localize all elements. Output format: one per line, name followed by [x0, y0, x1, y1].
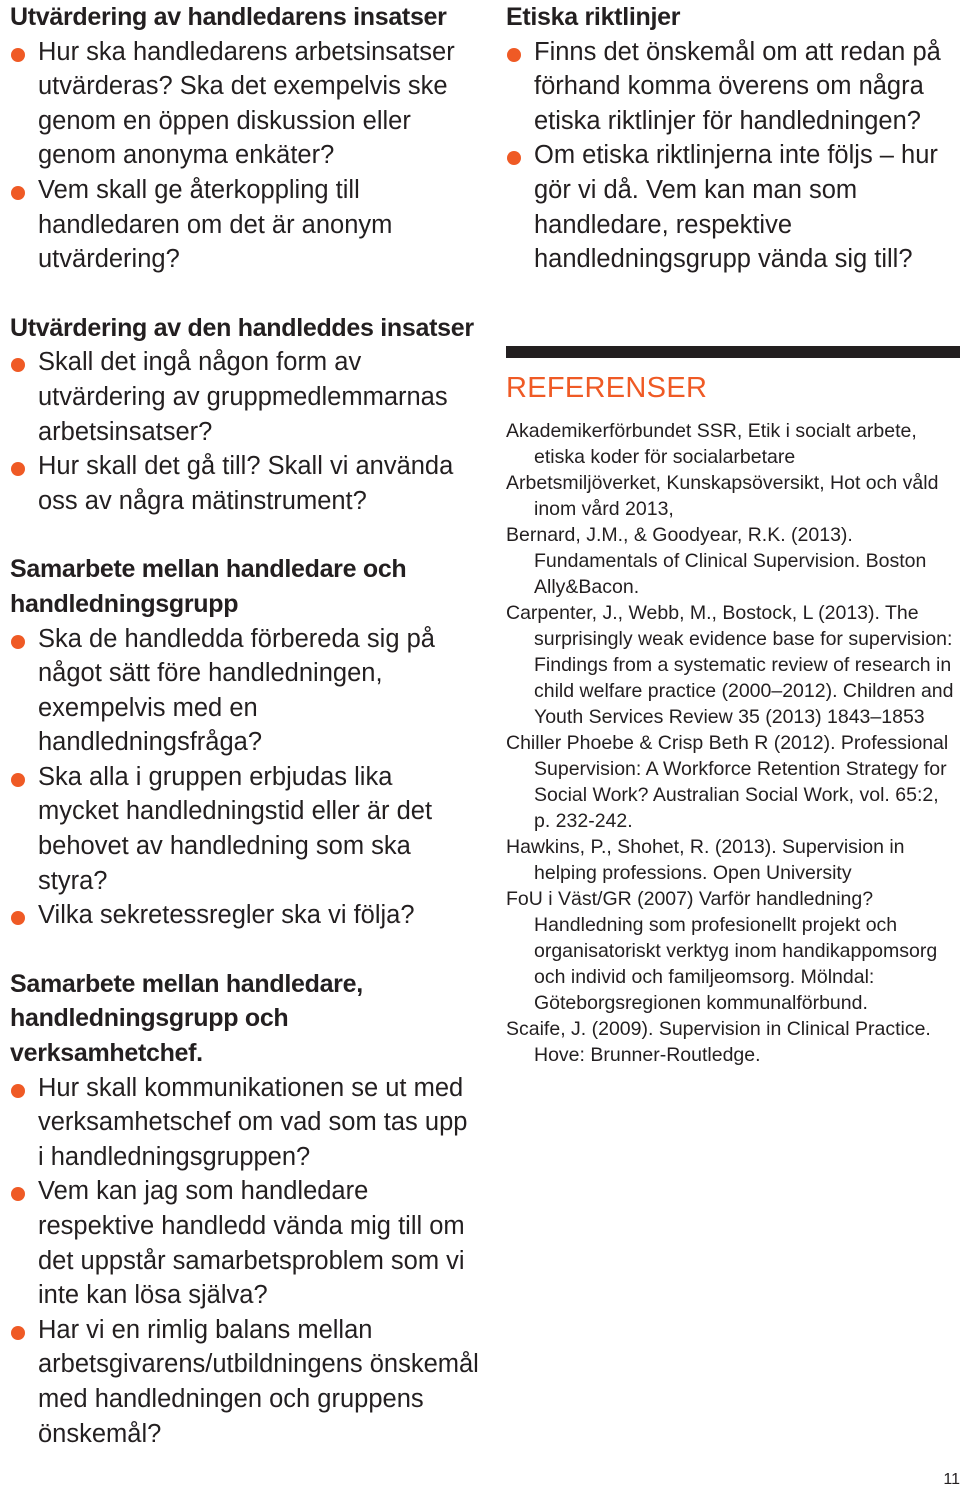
left-column	[10, 0, 480, 1451]
bullet-icon	[11, 358, 25, 372]
item-text: Vem kan jag som handledare respektive handledd vända mig till om det uppstår samarbetsproblem som vi inte kan lösa själva?	[38, 1177, 465, 1310]
section-heading-handledd-utvardering: Utvärdering av den handleddes insatser	[10, 313, 474, 342]
list-item	[10, 1071, 480, 1175]
item-text: Om etiska riktlinjerna inte följs – hur gör vi då. Vem kan man som handledare, respektive handledningsgrupp vända sig till?	[534, 141, 938, 274]
bullet-icon	[11, 186, 25, 200]
list-item	[10, 449, 480, 518]
bullet-icon	[11, 48, 25, 62]
list-item	[10, 1313, 480, 1451]
bullet-icon	[507, 48, 521, 62]
bullet-icon	[11, 635, 25, 649]
bullet-icon	[11, 462, 25, 476]
references-list	[506, 418, 960, 1068]
right-column	[506, 0, 960, 277]
references-title: REFERENSER	[506, 372, 708, 404]
reference-entry: Arbetsmiljöverket, Kunskapsöversikt, Hot och våld inom vård 2013,	[506, 472, 939, 520]
section-divider	[506, 346, 960, 358]
reference-entry: Akademikerförbundet SSR, Etik i socialt arbete, etiska koder för socialarbetare	[506, 420, 917, 468]
question-list	[10, 35, 480, 277]
question-list	[10, 1071, 480, 1452]
reference-entry: FoU i Väst/GR (2007) Varför handledning? Handledning som profesionellt projekt och organisatoriskt verktyg inom handikappomsorg och individ och familjeomsorg. Mölndal: Göteborgsregionen kommunalförbund.	[506, 888, 938, 1014]
section-heading-samarbete-grupp: Samarbete mellan handledare och handledningsgrupp	[10, 555, 407, 618]
item-text: Vilka sekretessregler ska vi följa?	[38, 901, 415, 930]
reference-entry: Carpenter, J., Webb, M., Bostock, L (2013). The surprisingly weak evidence base for supervision: Findings from a systematic review of research in child welfare practice (2000–2012). Children and Youth Services Review 35 (2013) 1843–1853	[506, 602, 954, 728]
list-item	[10, 622, 480, 760]
item-text: Har vi en rimlig balans mellan arbetsgivarens/utbildningens önskemål med handledningen och gruppens önskemål?	[38, 1315, 479, 1448]
section-heading-samarbete-verksamhetchef: Samarbete mellan handledare, handledningsgrupp och verksamhetchef.	[10, 969, 363, 1068]
question-list	[506, 35, 960, 277]
item-text: Skall det ingå någon form av utvärdering av gruppmedlemmarnas arbetsinsatser?	[38, 348, 448, 446]
list-item	[506, 35, 960, 139]
item-text: Ska alla i gruppen erbjudas lika mycket handledningstid eller är det behovet av handledning som ska styra?	[38, 762, 433, 895]
item-text: Hur ska handledarens arbetsinsatser utvärderas? Ska det exempelvis ske genom en öppen diskussion eller genom anonyma enkäter?	[38, 37, 455, 170]
reference-entry: Bernard, J.M., & Goodyear, R.K. (2013). Fundamentals of Clinical Supervision. Boston Ally&Bacon.	[506, 524, 927, 598]
reference-entry: Hawkins, P., Shohet, R. (2013). Supervision in helping professions. Open University	[506, 836, 905, 884]
bullet-icon	[11, 1084, 25, 1098]
reference-entry: Scaife, J. (2009). Supervision in Clinical Practice. Hove: Brunner-Routledge.	[506, 1018, 931, 1066]
item-text: Finns det önskemål om att redan på förhand komma överens om några etiska riktlinjer för handledningen?	[534, 37, 941, 135]
section-heading-etiska-riktlinjer: Etiska riktlinjer	[506, 3, 681, 31]
list-item	[506, 138, 960, 276]
question-list	[10, 622, 480, 933]
item-text: Hur skall det gå till? Skall vi använda oss av några mätinstrument?	[38, 452, 454, 515]
page-number: 11	[943, 1471, 960, 1488]
item-text: Ska de handledda förbereda sig på något sätt före handledningen, exempelvis med en handledningsfråga?	[38, 624, 435, 757]
section-heading-handledare-utvardering: Utvärdering av handledarens insatser	[10, 3, 447, 31]
bullet-icon	[11, 911, 25, 925]
list-item	[10, 173, 480, 277]
bullet-icon	[507, 151, 521, 165]
bullet-icon	[11, 1187, 25, 1201]
item-text: Hur skall kommunikationen se ut med verksamhetschef om vad som tas upp i handledningsgruppen?	[38, 1073, 468, 1171]
bullet-icon	[11, 1326, 25, 1340]
list-item	[10, 345, 480, 449]
question-list	[10, 345, 480, 518]
item-text: Vem skall ge återkoppling till handledaren om det är anonym utvärdering?	[38, 175, 393, 274]
list-item	[10, 35, 480, 173]
reference-entry: Chiller Phoebe & Crisp Beth R (2012). Professional Supervision: A Workforce Retention Strategy for Social Work? Australian Social Work, vol. 65:2, p. 232-242.	[506, 732, 949, 832]
list-item	[10, 1174, 480, 1312]
bullet-icon	[11, 773, 25, 787]
list-item	[10, 760, 480, 898]
list-item	[10, 898, 480, 933]
